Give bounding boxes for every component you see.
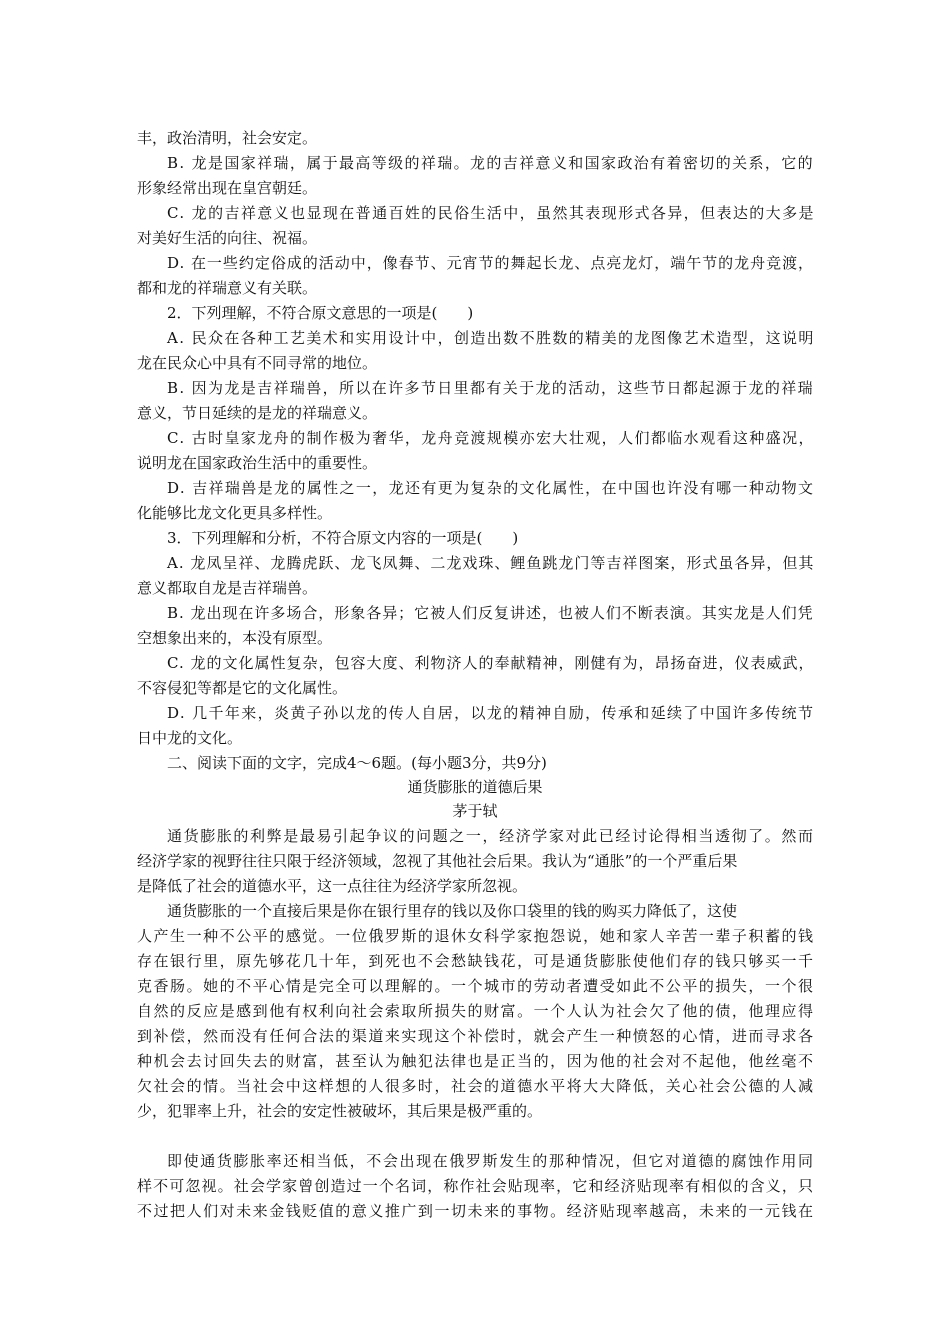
para3-line2: 样不可忽视。社会学家曾创造过一个名词，称作社会贴现率，它和经济贴现率有相似的含义，只 — [137, 1177, 815, 1195]
article-title: 通货膨胀的道德后果 — [407, 778, 543, 796]
q3-stem: 3．下列理解和分析，不符合原文内容的一项是( ) — [167, 529, 519, 547]
article-author: 茅于轼 — [452, 802, 498, 820]
q1-option-d-line1: D. 在一些约定俗成的活动中，像春节、元宵节的舞起长龙、点亮龙灯，端午节的龙舟竞渡， — [167, 254, 815, 272]
section2-heading: 二、阅读下面的文字，完成4～6题。(每小题3分，共9分) — [167, 754, 547, 772]
q2-option-a-line1: A. 民众在各种工艺美术和实用设计中，创造出数不胜数的精美的龙图像艺术造型，这说明 — [167, 329, 815, 347]
q3-option-d-line2: 日中龙的文化。 — [137, 729, 243, 747]
para3-line3: 不过把人们对未来金钱贬值的意义推广到一切未来的事物。经济贴现率越高，未来的一元钱在 — [137, 1202, 815, 1220]
q2-stem: 2．下列理解，不符合原文意思的一项是( ) — [167, 304, 474, 322]
q2-option-a-line2: 龙在民众心中具有不同寻常的地位。 — [137, 354, 378, 372]
para1-line2: 经济学家的视野往往只限于经济领域，忽视了其他社会后果。我认为“通胀”的一个严重后果 — [137, 852, 738, 870]
q1-option-b-line1: B. 龙是国家祥瑞，属于最高等级的祥瑞。龙的吉祥意义和国家政治有着密切的关系，它的 — [167, 154, 814, 172]
q2-option-b-line1: B. 因为龙是吉祥瑞兽，所以在许多节日里都有关于龙的活动，这些节日都起源于龙的祥瑞 — [167, 379, 814, 397]
q1-option-d-line2: 都和龙的祥瑞意义有关联。 — [137, 279, 318, 297]
q3-option-a-line2: 意义都取自龙是吉祥瑞兽。 — [137, 579, 318, 597]
para2-line1: 通货膨胀的一个直接后果是你在银行里存的钱以及你口袋里的钱的购买力降低了，这使 — [167, 902, 738, 920]
q1-option-c-line1: C. 龙的吉祥意义也显现在普通百姓的民俗生活中，虽然其表现形式各异，但表达的大多是 — [167, 204, 815, 222]
para2-line5: 自然的反应是感到他有权利向社会索取所损失的财富。一个人认为社会欠了他的债，他理应得 — [137, 1002, 815, 1020]
q3-option-b-line2: 空想象出来的，本没有原型。 — [137, 629, 333, 647]
para2-line4: 克香肠。她的不平心情是完全可以理解的。一个城市的劳动者遭受如此不公平的损失，一个很 — [137, 977, 815, 995]
para3-line1: 即使通货膨胀率还相当低，不会出现在俄罗斯发生的那种情况，但它对道德的腐蚀作用同 — [167, 1152, 815, 1170]
q1-option-b-line2: 形象经常出现在皇宫朝廷。 — [137, 179, 318, 197]
para1-line3: 是降低了社会的道德水平，这一点往往为经济学家所忽视。 — [137, 877, 528, 895]
q2-option-b-line2: 意义，节日延续的是龙的祥瑞意义。 — [137, 404, 378, 422]
q3-option-b-line1: B. 龙出现在许多场合，形象各异；它被人们反复讲述，也被人们不断表演。其实龙是人们凭 — [167, 604, 814, 622]
q3-option-d-line1: D. 几千年来，炎黄子孙以龙的传人自居，以龙的精神自励，传承和延续了中国许多传统节 — [167, 704, 815, 722]
para2-line3: 存在银行里，原先够花几十年，到死也不会愁缺钱花，可是通货膨胀使他们存的钱只够买一千 — [137, 952, 815, 970]
q3-option-c-line2: 不容侵犯等都是它的文化属性。 — [137, 679, 348, 697]
para2-line7: 种机会去讨回失去的财富，甚至认为触犯法律也是正当的，因为他的社会对不起他，他丝毫不 — [137, 1052, 815, 1070]
q3-option-a-line1: A. 龙凤呈祥、龙腾虎跃、龙飞凤舞、二龙戏珠、鲤鱼跳龙门等吉祥图案，形式虽各异，但其 — [167, 554, 815, 572]
passage1-tail-line: 丰，政治清明，社会安定。 — [137, 129, 318, 147]
q3-option-c-line1: C. 龙的文化属性复杂，包容大度、利物济人的奉献精神，刚健有为，昂扬奋进，仪表威武， — [167, 654, 815, 672]
q1-option-c-line2: 对美好生活的向往、祝福。 — [137, 229, 318, 247]
para2-line8: 欠社会的情。当社会中这样想的人很多时，社会的道德水平将大大降低，关心社会公德的人减 — [137, 1077, 815, 1095]
para1-line1: 通货膨胀的利弊是最易引起争议的问题之一，经济学家对此已经讨论得相当透彻了。然而 — [167, 827, 815, 845]
para2-line6: 到补偿，然而没有任何合法的渠道来实现这个补偿时，就会产生一种愤怒的心情，进而寻求各 — [137, 1027, 815, 1045]
q2-option-d-line2: 化能够比龙文化更具多样性。 — [137, 504, 333, 522]
para2-line2: 人产生一种不公平的感觉。一位俄罗斯的退休女科学家抱怨说，她和家人辛苦一辈子积蓄的钱 — [137, 927, 815, 945]
q2-option-c-line1: C. 古时皇家龙舟的制作极为奢华，龙舟竞渡规模亦宏大壮观，人们都临水观看这种盛况， — [167, 429, 815, 447]
q2-option-d-line1: D. 吉祥瑞兽是龙的属性之一，龙还有更为复杂的文化属性，在中国也许没有哪一种动物文 — [167, 479, 815, 497]
q2-option-c-line2: 说明龙在国家政治生活中的重要性。 — [137, 454, 378, 472]
para2-line9: 少，犯罪率上升，社会的安定性被破坏，其后果是极严重的。 — [137, 1102, 543, 1120]
